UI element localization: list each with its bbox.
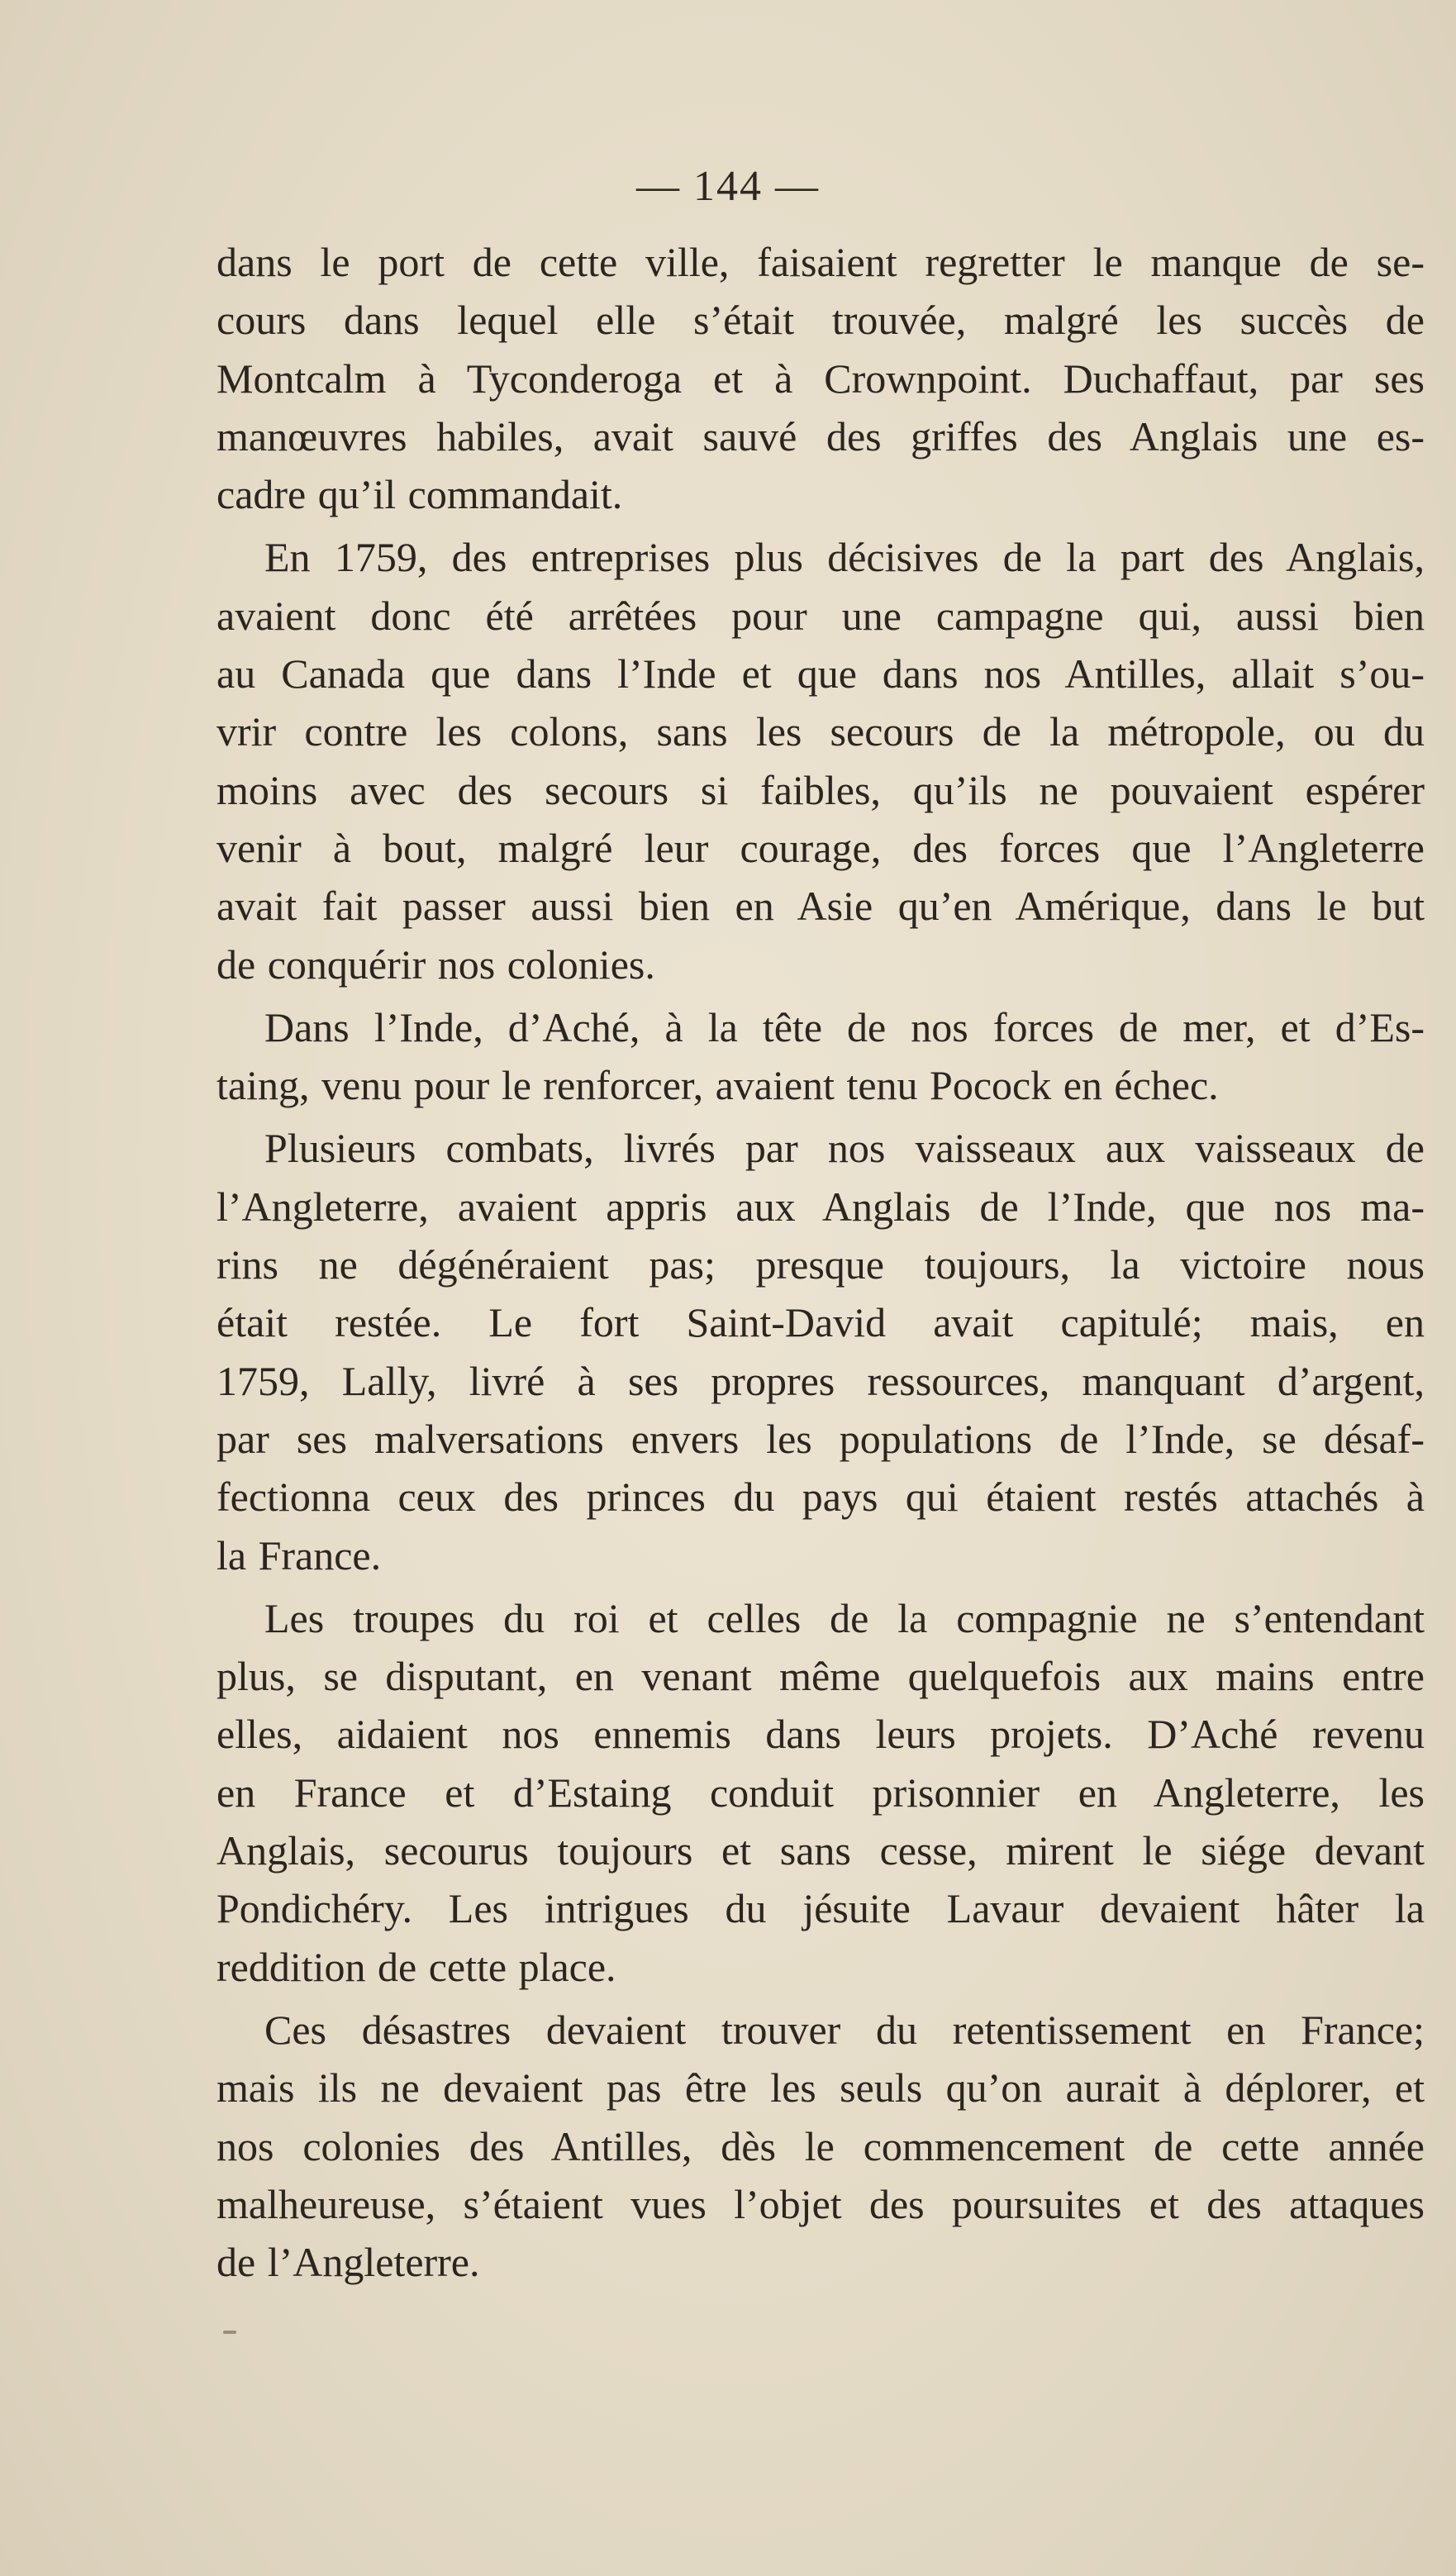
text-line: Montcalm à Tyconderoga et à Crownpoint. Duchaffaut, par ses [216,355,1425,402]
text-line: mais ils ne devaient pas être les seuls qu’on aurait à déplorer, et [216,2064,1425,2112]
paragraph-5 [216,1589,1425,1996]
text-line: En 1759, des entreprises plus décisives de la part des Anglais, [264,534,1425,581]
text-line: 1759, Lally, livré à ses propres ressources, manquant d’argent, [216,1357,1425,1404]
text-line: de l’Angleterre. [216,2239,480,2286]
text-line: taing, venu pour le renforcer, avaient tenu Pocock en échec. [216,1062,1219,1109]
text-line: dans le port de cette ville, faisaient regretter le manque de se- [216,239,1425,285]
text-line: de conquérir nos colonies. [216,940,655,988]
text-line: reddition de cette place. [216,1943,616,1990]
text-line: cours dans lequel elle s’était trouvée, malgré les succès de [216,297,1425,344]
text-line: Les troupes du roi et celles de la compagnie ne s’entendant [264,1594,1425,1641]
text-line: avaient donc été arrêtées pour une campagne qui, aussi bien [216,592,1425,639]
text-line: avait fait passer aussi bien en Asie qu’en Amérique, dans le but [216,883,1425,930]
paragraph-2 [216,528,1425,993]
text-line: venir à bout, malgré leur courage, des forces que l’Angleterre [216,824,1425,871]
text-line: nos colonies des Antilles, dès le commencement de cette année [216,2122,1425,2169]
page-number: — 144 — [636,163,820,210]
text-line: rins ne dégénéraient pas; presque toujours, la victoire nous [216,1241,1425,1288]
text-line: Anglais, secourus toujours et sans cesse, mirent le siége devant [216,1827,1425,1874]
text-line: Ces désastres devaient trouver du retentissement en France; [264,2006,1425,2053]
paragraph-4 [216,1119,1425,1583]
text-line: Dans l’Inde, d’Aché, à la tête de nos forces de mer, et d’Es- [264,1003,1425,1050]
text-line: moins avec des secours si faibles, qu’ils ne pouvaient espérer [216,766,1425,813]
ink-mark [223,2331,236,2334]
text-line: fectionna ceux des princes du pays qui étaient restés attachés à [216,1474,1425,1521]
text-line: vrir contre les colons, sans les secours de la métropole, ou du [216,708,1425,755]
paragraph-6 [216,2001,1425,2291]
text-line: malheureuse, s’étaient vues l’objet des poursuites et des attaques [216,2180,1425,2227]
text-line: elles, aidaient nos ennemis dans leurs projets. D’Aché revenu [216,1711,1425,1758]
text-line: plus, se disputant, en venant même quelquefois aux mains entre [216,1653,1425,1700]
text-line: la France. [216,1531,382,1578]
paragraph-1 [216,233,1425,523]
body-text [216,233,1425,2296]
text-line: était restée. Le fort Saint-David avait capitulé; mais, en [216,1299,1425,1346]
text-line: manœuvres habiles, avait sauvé des griffes des Anglais une es- [216,412,1425,459]
text-line: par ses malversations envers les populations de l’Inde, se désaf- [216,1415,1425,1462]
text-line: Plusieurs combats, livrés par nos vaisseaux aux vaisseaux de [264,1125,1425,1172]
paragraph-3 [216,998,1425,1115]
text-line: en France et d’Estaing conduit prisonnier en Angleterre, les [216,1769,1425,1816]
text-line: l’Angleterre, avaient appris aux Anglais de l’Inde, que nos ma- [216,1183,1425,1230]
text-line: au Canada que dans l’Inde et que dans nos Antilles, allait s’ou- [216,650,1425,698]
text-line: Pondichéry. Les intrigues du jésuite Lavaur devaient hâter la [216,1885,1425,1932]
text-line: cadre qu’il commandait. [216,471,623,518]
